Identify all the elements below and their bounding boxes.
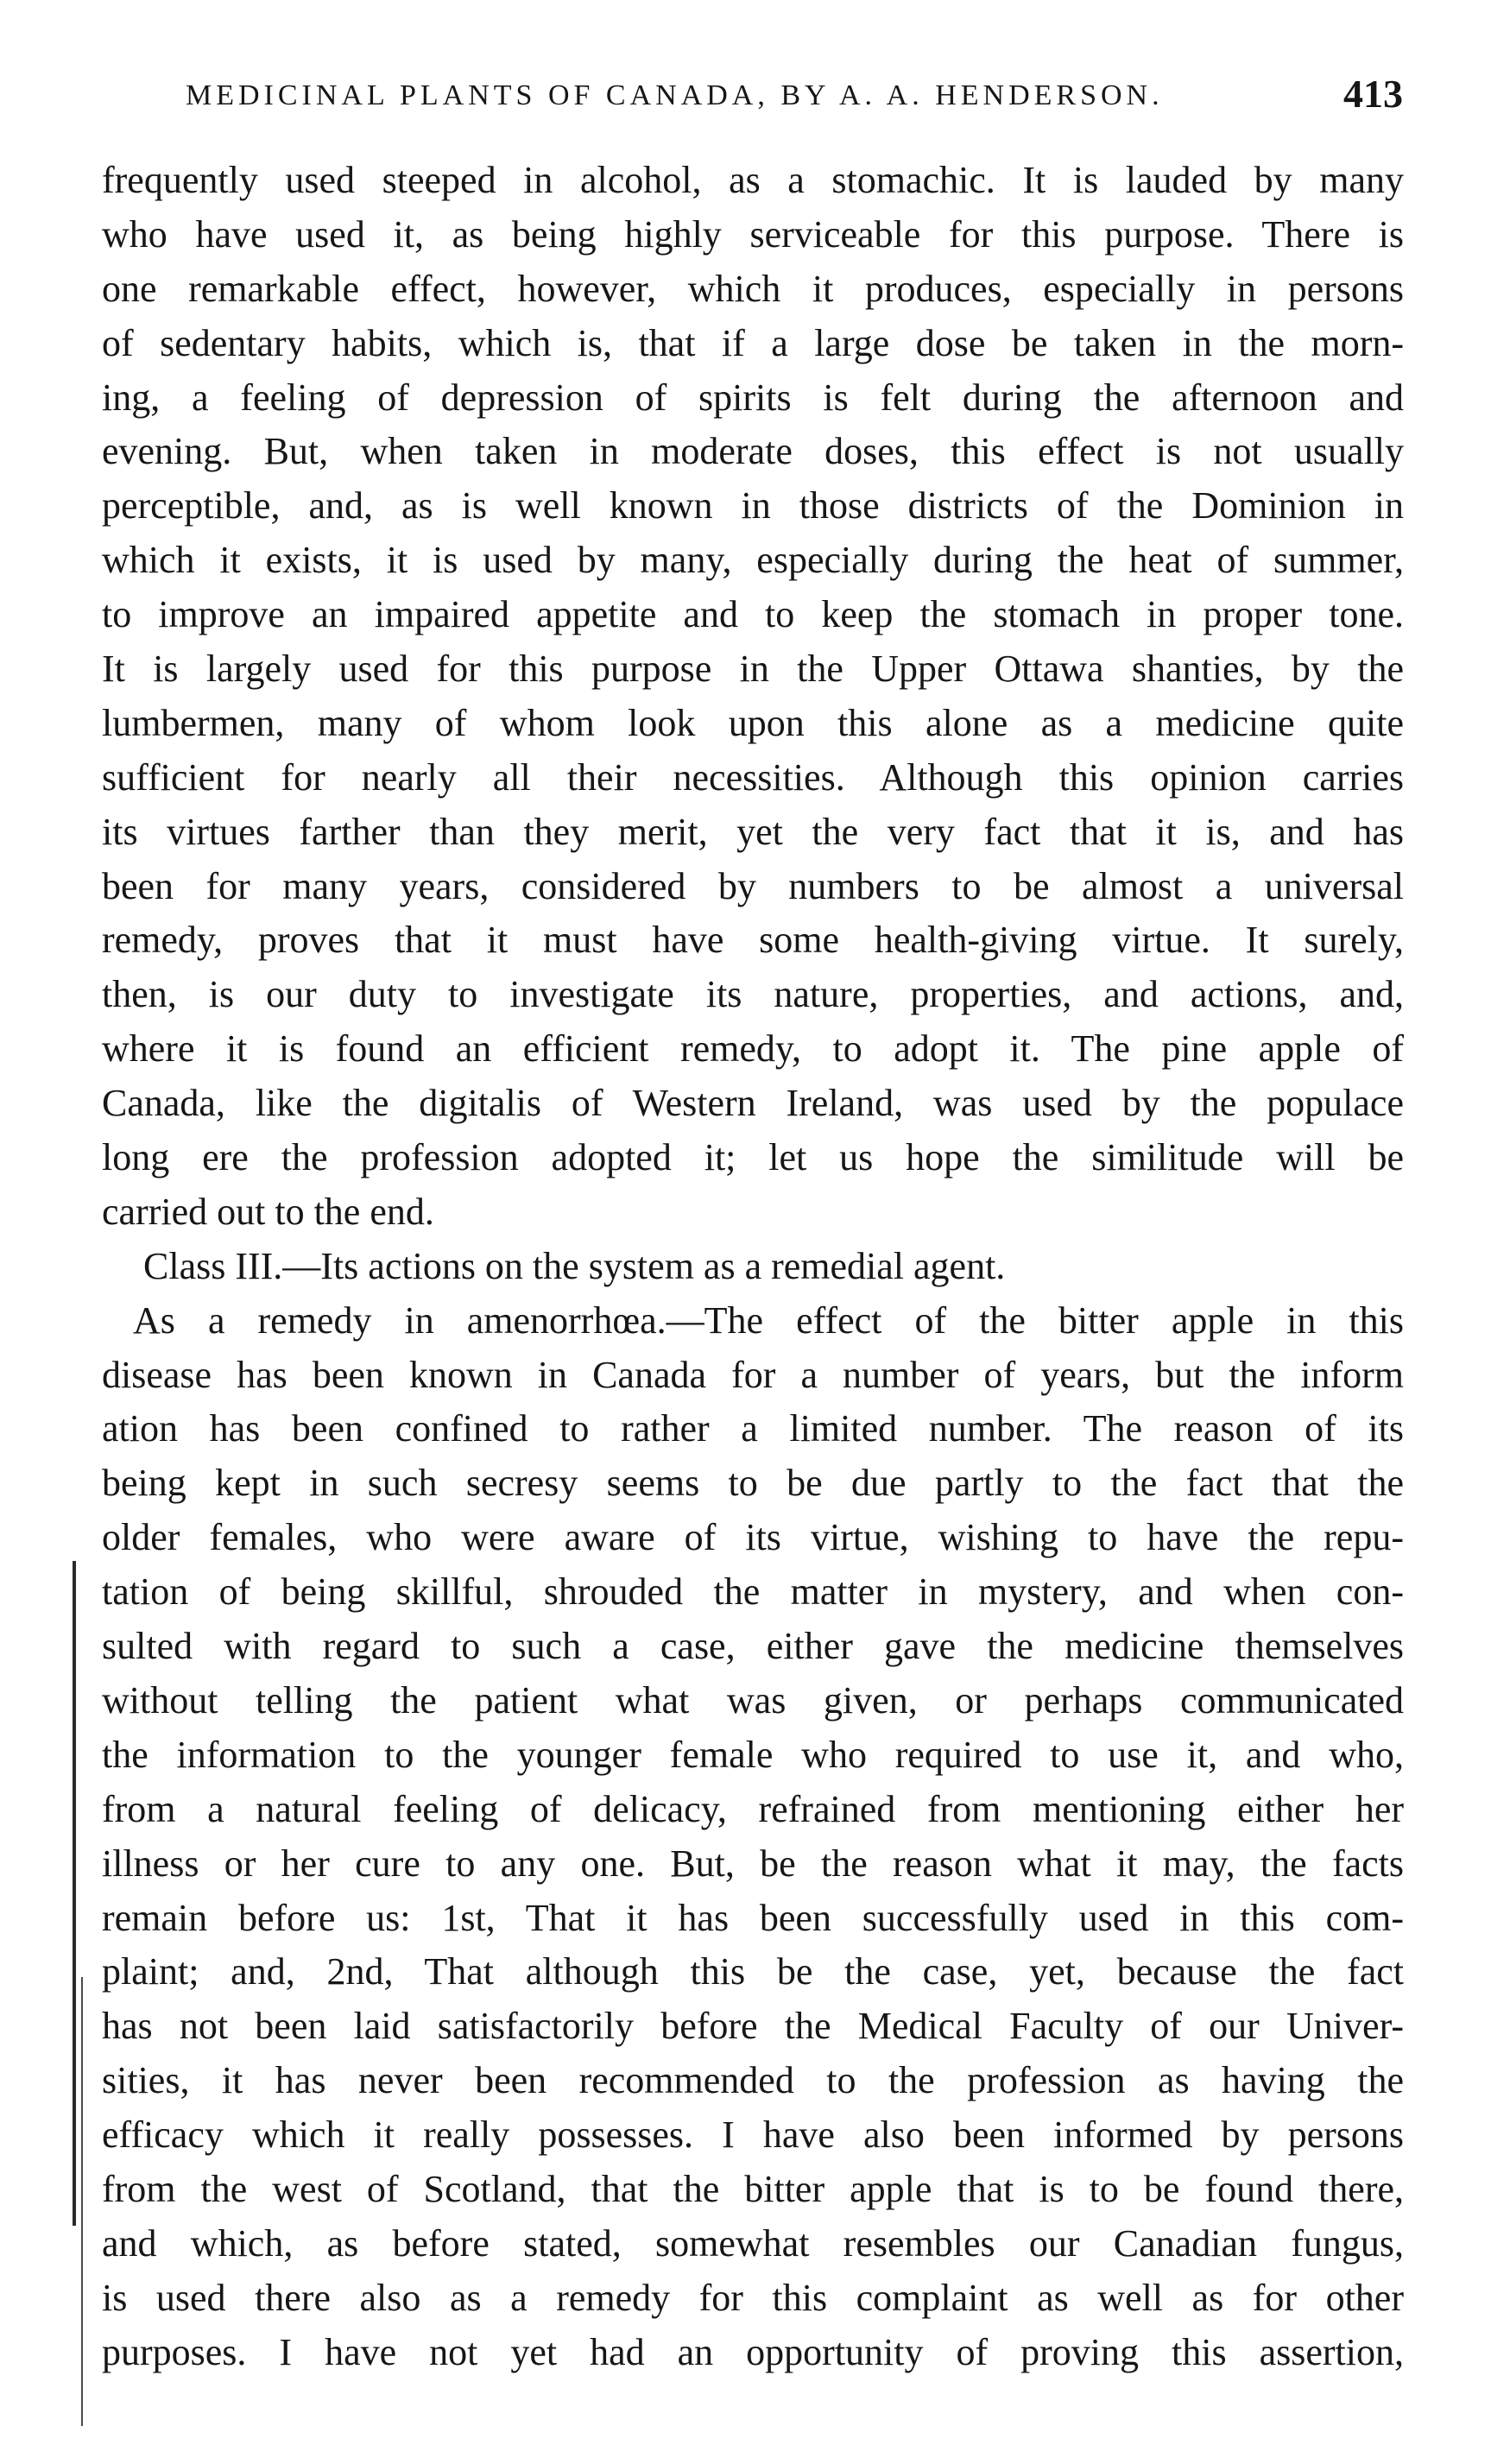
text-line: older females, who were aware of its virtue, wishing to have the repu- — [102, 1516, 1404, 1559]
text-line: is used there also as a remedy for this complaint as well as for other — [102, 2276, 1404, 2319]
text-line: and which, as before stated, somewhat resembles our Canadian fungus, — [102, 2221, 1404, 2265]
text-line: been for many years, considered by numbers to be almost a universal — [102, 864, 1404, 907]
text-line: then, is our duty to investigate its nature, properties, and actions, and, — [102, 973, 1404, 1016]
text-line: which it exists, it is used by many, especially during the heat of summer, — [102, 539, 1404, 582]
text-line: its virtues farther than they merit, yet the very fact that it is, and has — [102, 810, 1404, 853]
text-line: purposes. I have not yet had an opportunity of proving this assertion, — [102, 2330, 1404, 2373]
subsection-lead-line: As a remedy in amenorrhœa.—The effect of the bitter apple in this — [133, 1298, 1404, 1342]
margin-rule — [73, 1561, 76, 2226]
text-line: who have used it, as being highly serviceable for this purpose. There is — [102, 212, 1404, 256]
text-line: tation of being skillful, shrouded the matter in mystery, and when con- — [102, 1570, 1404, 1614]
text-line: remedy, proves that it must have some health-giving virtue. It surely, — [102, 919, 1404, 962]
text-line: to improve an impaired appetite and to keep the stomach in proper tone. — [102, 593, 1404, 636]
running-header — [186, 71, 1403, 126]
text-line: long ere the profession adopted it; let us hope the similitude will be — [102, 1136, 1404, 1179]
text-line: plaint; and, 2nd, That although this be the case, yet, because the fact — [102, 1950, 1404, 1993]
text-line: the information to the younger female who required to use it, and who, — [102, 1733, 1404, 1776]
text-line: illness or her cure to any one. But, be the reason what it may, the facts — [102, 1842, 1404, 1885]
text-line: being kept in such secresy seems to be due partly to the fact that the — [102, 1462, 1404, 1505]
text-line: sulted with regard to such a case, either gave the medicine themselves — [102, 1625, 1404, 1668]
text-line: from a natural feeling of delicacy, refrained from mentioning either her — [102, 1787, 1404, 1830]
text-line: It is largely used for this purpose in the Upper Ottawa shanties, by the — [102, 648, 1404, 691]
text-line: where it is found an efficient remedy, to adopt it. The pine apple of — [102, 1027, 1404, 1071]
text-line: frequently used steeped in alcohol, as a stomachic. It is lauded by many — [102, 159, 1404, 201]
text-line: sities, it has never been recommended to the profession as having the — [102, 2059, 1404, 2102]
text-line: evening. But, when taken in moderate doses, this effect is not usually — [102, 430, 1404, 473]
text-line: from the west of Scotland, that the bitter apple that is to be found there, — [102, 2167, 1404, 2210]
text-line: without telling the patient what was given, or perhaps communicated — [102, 1678, 1404, 1722]
text-line: ing, a feeling of depression of spirits is felt during the afternoon and — [102, 376, 1404, 419]
running-title: MEDICINAL PLANTS OF CANADA, BY A. A. HENDERSON. — [186, 79, 1164, 111]
text-line: efficacy which it really possesses. I have also been informed by persons — [102, 2113, 1404, 2157]
text-line: disease has been known in Canada for a number of years, but the inform — [102, 1353, 1404, 1396]
text-line: perceptible, and, as is well known in those districts of the Dominion in — [102, 484, 1404, 528]
text-line: lumbermen, many of whom look upon this alone as a medicine quite — [102, 701, 1404, 744]
text-line: ation has been confined to rather a limited number. The reason of its — [102, 1407, 1404, 1450]
text-line: one remarkable effect, however, which it produces, especially in persons — [102, 267, 1404, 310]
paragraph-end-line: carried out to the end. — [102, 1190, 434, 1233]
text-line: Canada, like the digitalis of Western Ireland, was used by the populace — [102, 1082, 1404, 1125]
margin-rule-secondary — [81, 1977, 83, 2426]
text-line: has not been laid satisfactorily before the Medical Faculty of our Univer- — [102, 2005, 1404, 2048]
text-line: sufficient for nearly all their necessities. Although this opinion carries — [102, 755, 1404, 799]
section-heading: Class III.—Its actions on the system as a remedial agent. — [143, 1244, 1006, 1287]
page-number: 413 — [1343, 72, 1403, 116]
body-text — [102, 154, 1404, 2380]
text-line: remain before us: 1st, That it has been successfully used in this com- — [102, 1896, 1404, 1939]
text-line: of sedentary habits, which is, that if a large dose be taken in the morn- — [102, 321, 1404, 364]
